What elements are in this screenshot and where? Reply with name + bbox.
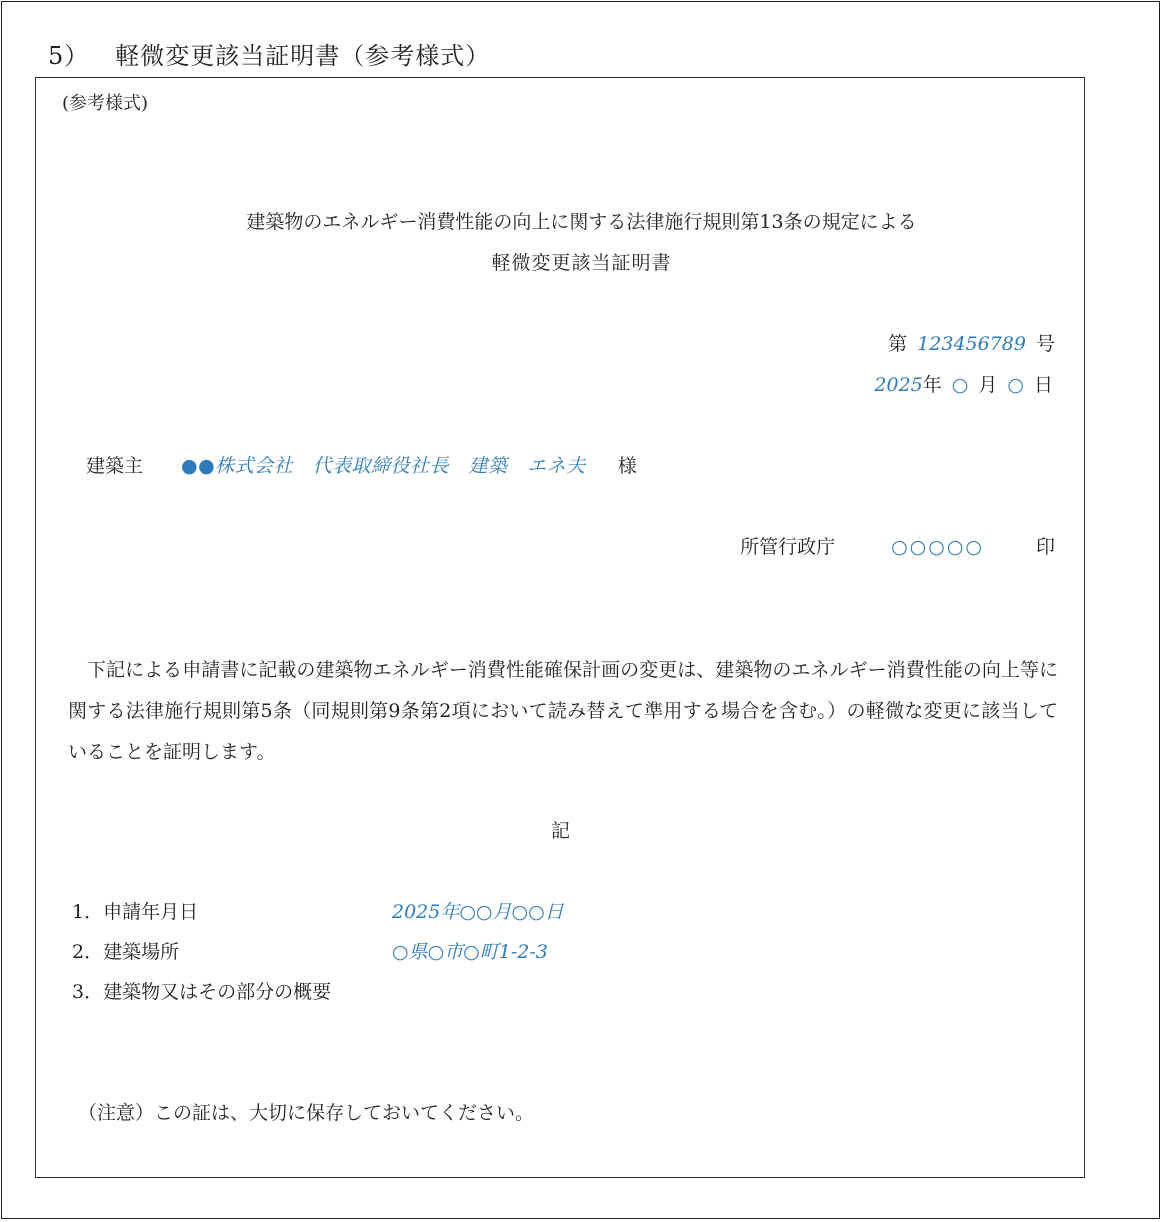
item-application-date [72, 897, 564, 924]
certificate-number [888, 329, 1055, 356]
issue-day: ○ [1007, 374, 1024, 396]
section-number: 5） [48, 42, 90, 70]
authority-line [740, 532, 1055, 559]
issue-month-unit: 月 [978, 374, 998, 396]
document-title-line1: 建築物のエネルギー消費性能の向上に関する法律施行規則第13条の規定による [246, 211, 917, 233]
document-title-line2: 軽微変更該当証明書 [491, 252, 672, 274]
number-value: 123456789 [917, 333, 1026, 355]
note: （注意）この証は、大切に保存しておいてください。 [78, 1102, 535, 1124]
owner-label: 建築主 [86, 455, 144, 477]
issue-date [874, 370, 1053, 397]
section-heading [48, 36, 490, 71]
form-label: (参考様式) [62, 93, 149, 114]
authority-value: ○○○○○ [891, 536, 984, 558]
owner-line [86, 451, 637, 478]
owner-value: ●●株式会社 代表取締役社長 建築 エネ夫 [181, 455, 586, 477]
issue-year: 2025 [874, 374, 923, 396]
issue-day-unit: 日 [1033, 374, 1053, 396]
item-label: 1．申請年月日 [72, 901, 199, 923]
number-prefix: 第 [888, 333, 908, 355]
issue-month: ○ [951, 374, 969, 396]
authority-seal: 印 [1035, 536, 1055, 558]
item-label: 3．建築物又はその部分の概要 [72, 981, 332, 1003]
number-suffix: 号 [1035, 333, 1055, 355]
owner-honorific: 様 [617, 455, 637, 477]
authority-label: 所管行政庁 [740, 536, 836, 558]
item-building-outline [72, 977, 392, 1004]
issue-year-unit: 年 [922, 374, 942, 396]
item-label: 2．建築場所 [72, 941, 180, 963]
item-value: 2025年○○月○○日 [392, 901, 564, 923]
certificate-body: 下記による申請書に記載の建築物エネルギー消費性能確保計画の変更は、建築物のエネルギー消費性能の向上等に関する法律施行規則第5条（同規則第9条第2項において読み替えて準用する場合を含む。）の軽微な変更に該当していることを証明します。 [68, 659, 1058, 763]
ki-heading: 記 [550, 820, 570, 842]
item-value: ○県○市○町1-2-3 [392, 941, 548, 963]
section-title: 軽微変更該当証明書（参考様式） [115, 42, 491, 70]
item-building-site [72, 937, 548, 964]
document-frame [35, 77, 1085, 1178]
